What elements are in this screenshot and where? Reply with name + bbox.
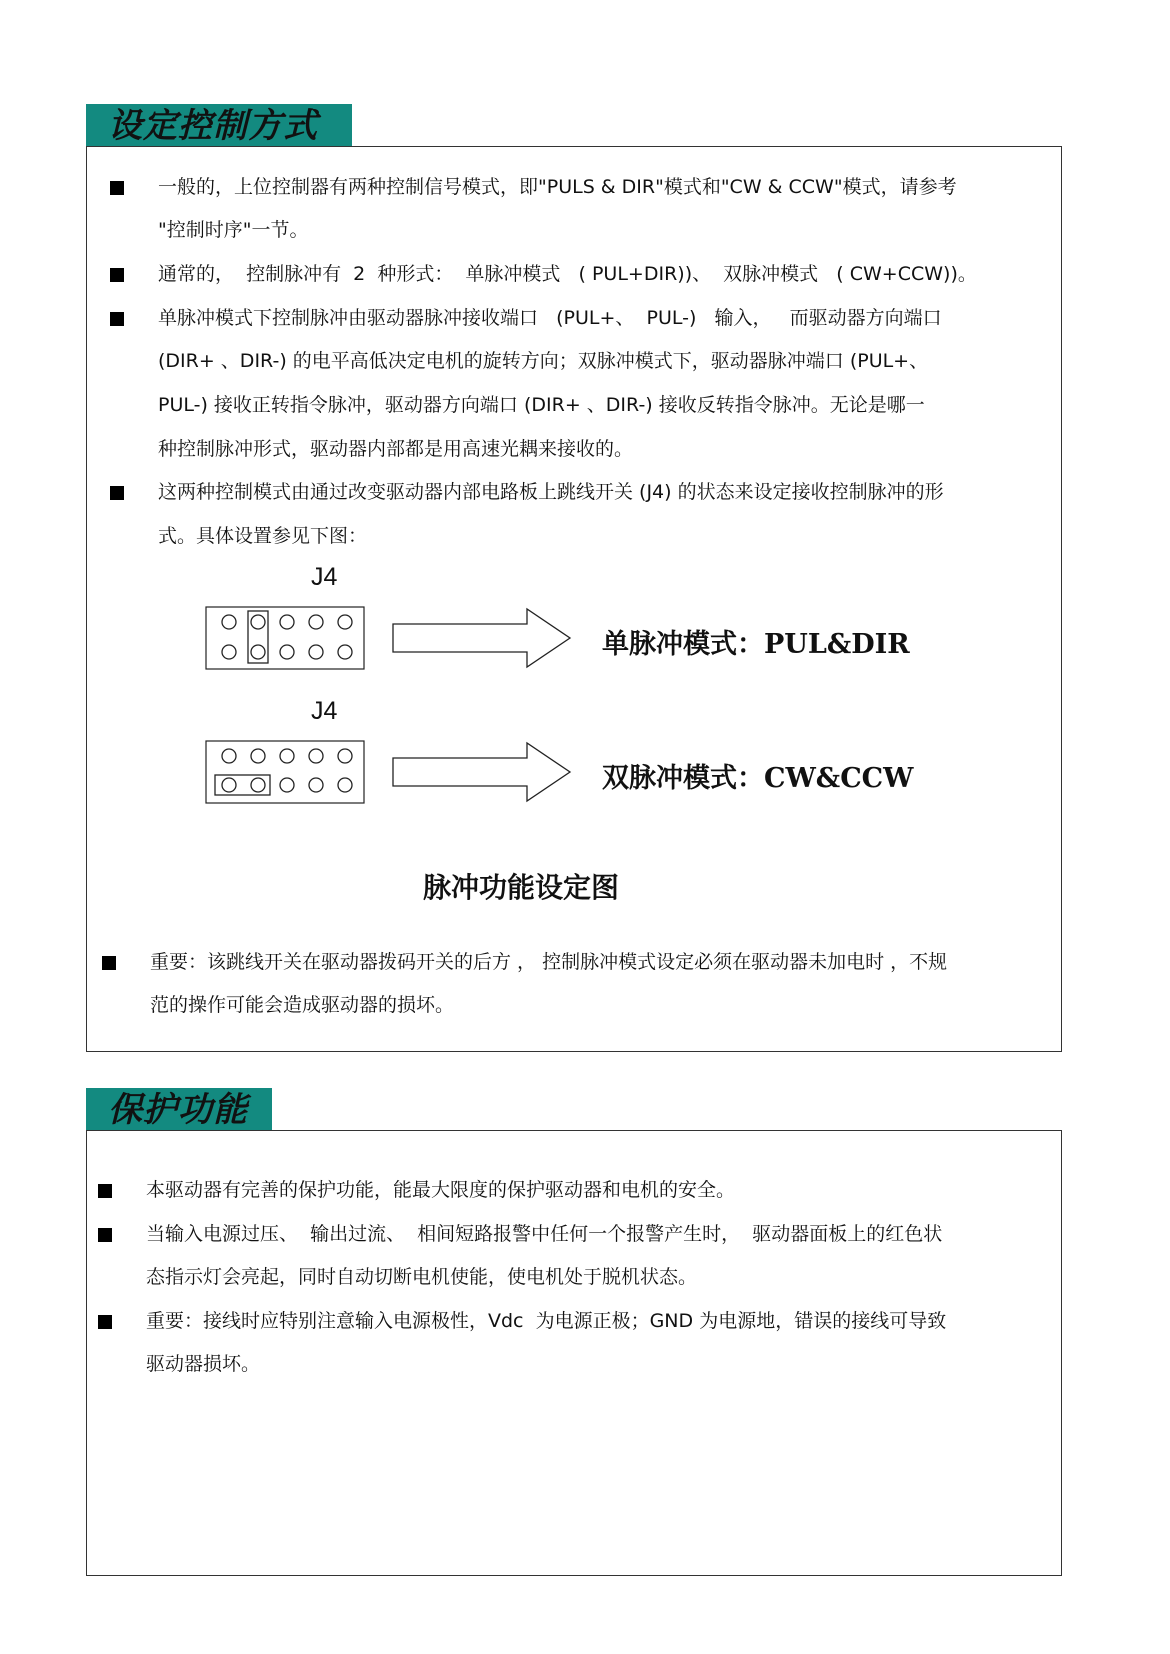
paragraph-line: PUL-) 接收正转指令脉冲，驱动器方向端口 (DIR+ 、DIR-) 接收反转指令脉冲。无论是哪一 [158, 394, 925, 416]
bullet-square-icon [98, 1228, 112, 1242]
jumper-label: J4 [311, 563, 338, 591]
paragraph-line: 态指示灯会亮起，同时自动切断电机使能，使电机处于脱机状态。 [146, 1266, 698, 1288]
mode-label-double-pulse: 双脉冲模式：CW&CCW [602, 763, 914, 794]
paragraph-line: 驱动器损坏。 [146, 1353, 261, 1375]
paragraph-line: 式。具体设置参见下图： [158, 525, 368, 547]
section-title-protection [86, 1088, 272, 1132]
paragraph-line: 范的操作可能会造成驱动器的损坏。 [150, 994, 455, 1016]
paragraph-line: 种控制脉冲形式，驱动器内部都是用高速光耦来接收的。 [158, 438, 634, 460]
bullet-square-icon [98, 1184, 112, 1198]
jumper-j4-single-pulse-diagram [205, 606, 365, 670]
bullet-square-icon [110, 181, 124, 195]
section-title-text: 设定控制方式 [108, 106, 318, 146]
section-title-text: 保护功能 [108, 1090, 248, 1130]
arrow-right-icon [392, 608, 572, 668]
paragraph-line: 当输入电源过压、 输出过流、 相间短路报警中任何一个报警产生时， 驱动器面板上的红色状 [146, 1223, 943, 1245]
paragraph-line: 这两种控制模式由通过改变驱动器内部电路板上跳线开关 (J4) 的状态来设定接收控制脉冲的形 [158, 481, 944, 503]
figure-caption: 脉冲功能设定图 [423, 871, 620, 904]
bullet-square-icon [98, 1315, 112, 1329]
bullet-square-icon [102, 956, 116, 970]
jumper-label: J4 [311, 697, 338, 725]
paragraph-line: (DIR+ 、DIR-) 的电平高低决定电机的旋转方向；双脉冲模式下，驱动器脉冲端口 (PUL+、 [158, 350, 929, 372]
section-title-control-mode [86, 104, 352, 148]
bullet-square-icon [110, 268, 124, 282]
paragraph-line: 单脉冲模式下控制脉冲由驱动器脉冲接收端口 (PUL+、 PUL-) 输入， 而驱动器方向端口 [158, 307, 942, 329]
paragraph-line: 重要：接线时应特别注意输入电源极性，Vdc 为电源正极；GND 为电源地，错误的接线可导致 [146, 1310, 947, 1332]
arrow-right-icon [392, 742, 572, 802]
paragraph-line: "控制时序"一节。 [158, 219, 309, 241]
mode-label-single-pulse: 单脉冲模式：PUL&DIR [602, 629, 910, 660]
jumper-j4-double-pulse-diagram [205, 740, 365, 804]
bullet-square-icon [110, 312, 124, 326]
paragraph-line: 通常的， 控制脉冲有 2 种形式： 单脉冲模式 ( PUL+DIR))、 双脉冲模式 ( CW+CCW))。 [158, 263, 977, 285]
paragraph-line: 一般的，上位控制器有两种控制信号模式，即"PULS & DIR"模式和"CW & CCW"模式，请参考 [158, 176, 957, 198]
paragraph-line: 重要：该跳线开关在驱动器拨码开关的后方 ， 控制脉冲模式设定必须在驱动器未加电时 ，不规 [150, 951, 948, 973]
paragraph-line: 本驱动器有完善的保护功能，能最大限度的保护驱动器和电机的安全。 [146, 1179, 736, 1201]
bullet-square-icon [110, 486, 124, 500]
